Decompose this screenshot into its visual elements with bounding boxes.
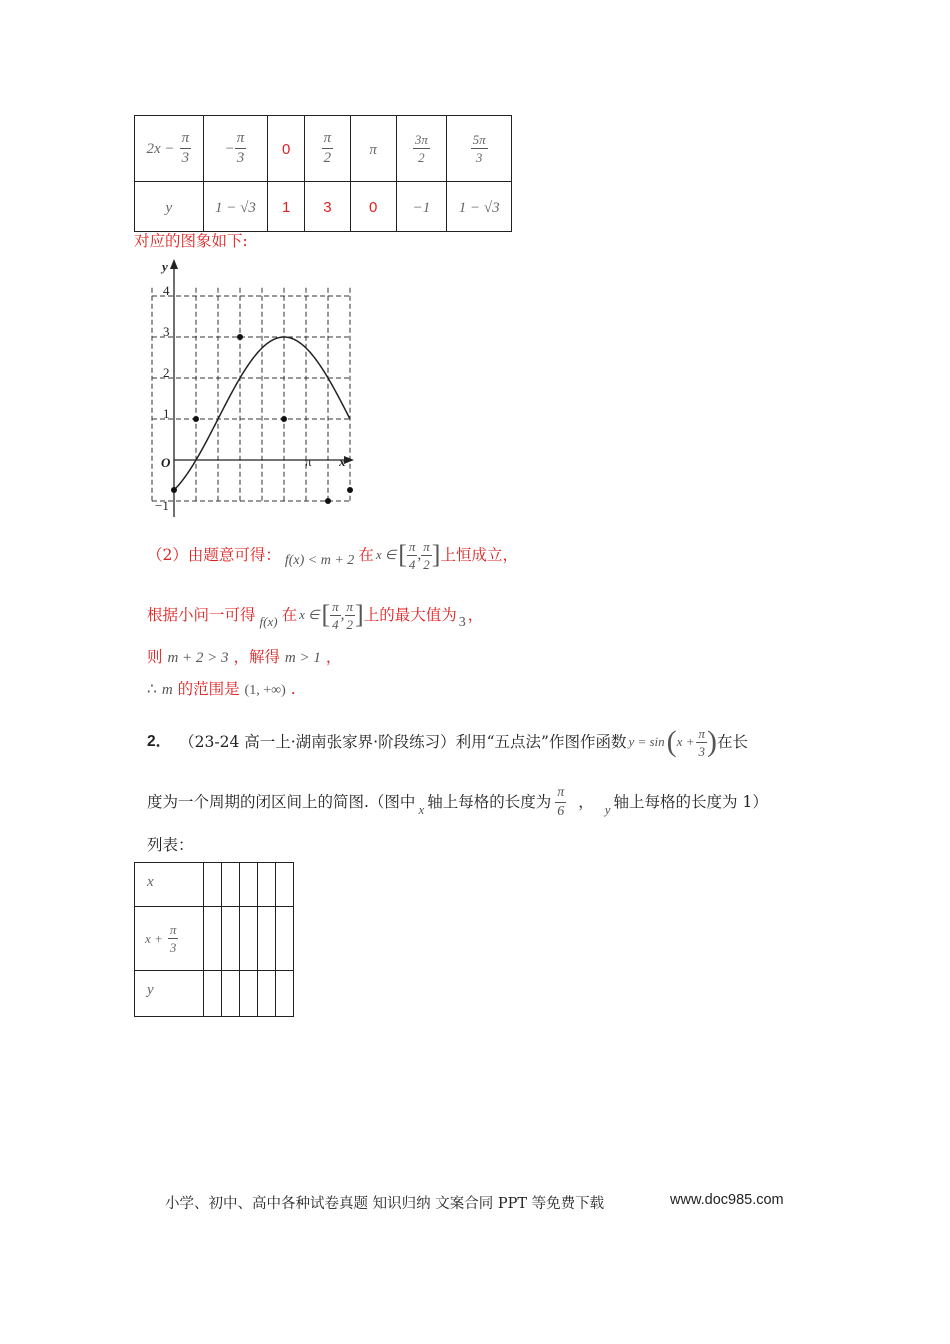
table2-cell — [203, 907, 221, 971]
table1-cell: − $\frac{\pi}{3}$ — [203, 116, 268, 182]
inequality-2: m + 2 > 3 — [167, 650, 229, 666]
y-tick-label: 1 — [163, 406, 170, 421]
table2-cell — [221, 863, 239, 907]
y-var: y — [604, 802, 611, 818]
y-axis-label: y — [162, 259, 168, 274]
problem-source: （23-24 高一上·湖南张家界·阶段练习） — [179, 732, 456, 751]
problem-text1: 利用“五点法”作图作函数 — [455, 732, 627, 751]
func-x: x + — [676, 734, 695, 750]
function-graph — [130, 255, 360, 520]
part2-line2-mid: 上的最大值为 — [363, 605, 457, 624]
table1-cell: 0 — [350, 182, 396, 232]
table2-cell — [275, 907, 293, 971]
graph-caption: 对应的图象如下: — [134, 232, 248, 250]
max-value: 3 — [458, 614, 466, 630]
table1-cell: $\frac{\pi}{2}$ — [305, 116, 351, 182]
part2-line4-suffix: . — [290, 680, 296, 698]
table-label: 列表： — [147, 836, 194, 854]
table2-cell — [257, 863, 275, 907]
table1-cell: 1 − √3 — [203, 182, 268, 232]
problem-line2b: 轴上每格的长度为 — [427, 792, 552, 811]
part2-line2-suffix: ， — [467, 605, 484, 624]
table1-cell: π — [350, 116, 396, 182]
part2-line4 — [147, 680, 296, 700]
footer-text: 小学、初中、高中各种试卷真题 知识归纳 文案合同 PPT 等免费下载 — [165, 1196, 605, 1212]
ze-text: 则 — [147, 648, 163, 666]
y-tick-label: 4 — [163, 283, 170, 298]
part2-line2-prefix: 根据小问一可得 — [147, 605, 256, 624]
table2-cell — [257, 971, 275, 1017]
graph-point — [193, 416, 199, 422]
graph-point — [171, 487, 177, 493]
graph-point — [237, 334, 243, 340]
m-range: (1, +∞) — [244, 683, 286, 698]
table2-cell — [239, 907, 257, 971]
graph-point — [281, 416, 287, 422]
problem2-line1: 2． （23-24 高一上·湖南张家界·阶段练习） 利用“五点法”作图作函数 y = sin ( x + $\frac{\pi}{3}$ ) 在长 — [147, 725, 748, 759]
x-axis-arrow-icon — [344, 456, 354, 464]
x-axis-label: x — [339, 454, 346, 469]
problem-line2a: 度为一个周期的闭区间上的简图.（图中 — [147, 792, 416, 811]
table2-cell — [257, 907, 275, 971]
zai-text: 在 — [281, 605, 298, 624]
footer-link[interactable]: www.doc985.com — [670, 1192, 784, 1208]
problem-text2: 在长 — [716, 732, 748, 751]
part2-line1-suffix: 上恒成立， — [440, 545, 518, 564]
table2-cell — [203, 971, 221, 1017]
pi-label: π — [305, 454, 312, 469]
table1-cell: 0 — [268, 116, 305, 182]
part2-line3-mid: ，解得 — [233, 648, 280, 666]
table2-header-x: x — [135, 863, 204, 907]
table1-cell: 1 − √3 — [447, 182, 512, 232]
part2-line3 — [147, 648, 341, 667]
table2-header-y: y — [135, 971, 204, 1017]
problem-number: 2． — [147, 732, 172, 750]
y-tick-label: −1 — [155, 498, 169, 513]
table1-header-row1: 2x − $\frac{\pi}{3}$ — [135, 116, 204, 182]
x-var: x — [418, 802, 425, 818]
table1-cell: $\frac{5\pi}{3}$ — [447, 116, 512, 182]
y-axis-arrow-icon — [170, 259, 178, 269]
problem2-line2: 度为一个周期的闭区间上的简图.（图中 x 轴上每格的长度为 $\frac{\pi}{6}$ ， y 轴上每格的长度为 1） — [147, 784, 768, 819]
table1-cell: $\frac{3\pi}{2}$ — [396, 116, 447, 182]
x-in: x ∈ — [375, 547, 397, 563]
value-table-2 — [134, 862, 294, 1017]
graph-point — [347, 487, 353, 493]
therefore-icon: ∴ — [147, 681, 157, 698]
table1-cell: −1 — [396, 182, 447, 232]
part2-line3-suffix: ， — [325, 648, 342, 666]
x-in: x ∈ — [299, 607, 320, 623]
problem-line2d: 轴上每格的长度为 1） — [613, 792, 768, 811]
table2-cell — [221, 907, 239, 971]
value-table-1 — [134, 115, 512, 232]
table2-cell — [203, 863, 221, 907]
table2-cell — [239, 863, 257, 907]
part2-line2: 根据小问一可得 f(x) 在 x ∈ [ $\frac{\pi}{4}$ , $\frac{\pi}{2}$ ] 上的最大值为 3 ， — [147, 598, 484, 632]
origin-label: O — [161, 455, 171, 470]
part2-line1-prefix: （2）由题意可得： — [147, 545, 281, 564]
table1-cell: 1 — [268, 182, 305, 232]
table1-cell: 3 — [305, 182, 351, 232]
graph-grid — [152, 288, 350, 501]
result: m > 1 — [284, 650, 321, 666]
y-tick-label: 2 — [163, 365, 170, 380]
table2-cell — [275, 971, 293, 1017]
func-left: y = sin — [628, 734, 665, 750]
graph-point — [325, 498, 331, 504]
table2-cell — [275, 863, 293, 907]
inequality: f(x) < m + 2 — [284, 552, 355, 568]
table1-header-row2: y — [135, 182, 204, 232]
zai-text: 在 — [358, 545, 374, 564]
table2-cell — [221, 971, 239, 1017]
fx: f(x) — [259, 614, 278, 630]
table2-header-x-plus: x + $\frac{\pi}{3}$ — [135, 907, 204, 971]
m-var: m — [161, 682, 173, 698]
problem-line2c: ， — [578, 792, 594, 811]
y-tick-label: 3 — [163, 324, 170, 339]
part2-line4-mid: 的范围是 — [177, 680, 240, 698]
part2-line1: （2）由题意可得： f(x) < m + 2 在 x ∈ [ $\frac{\pi}{4}$ , $\frac{\pi}{2}$ ] 上恒成立， — [147, 538, 518, 572]
table2-cell — [239, 971, 257, 1017]
